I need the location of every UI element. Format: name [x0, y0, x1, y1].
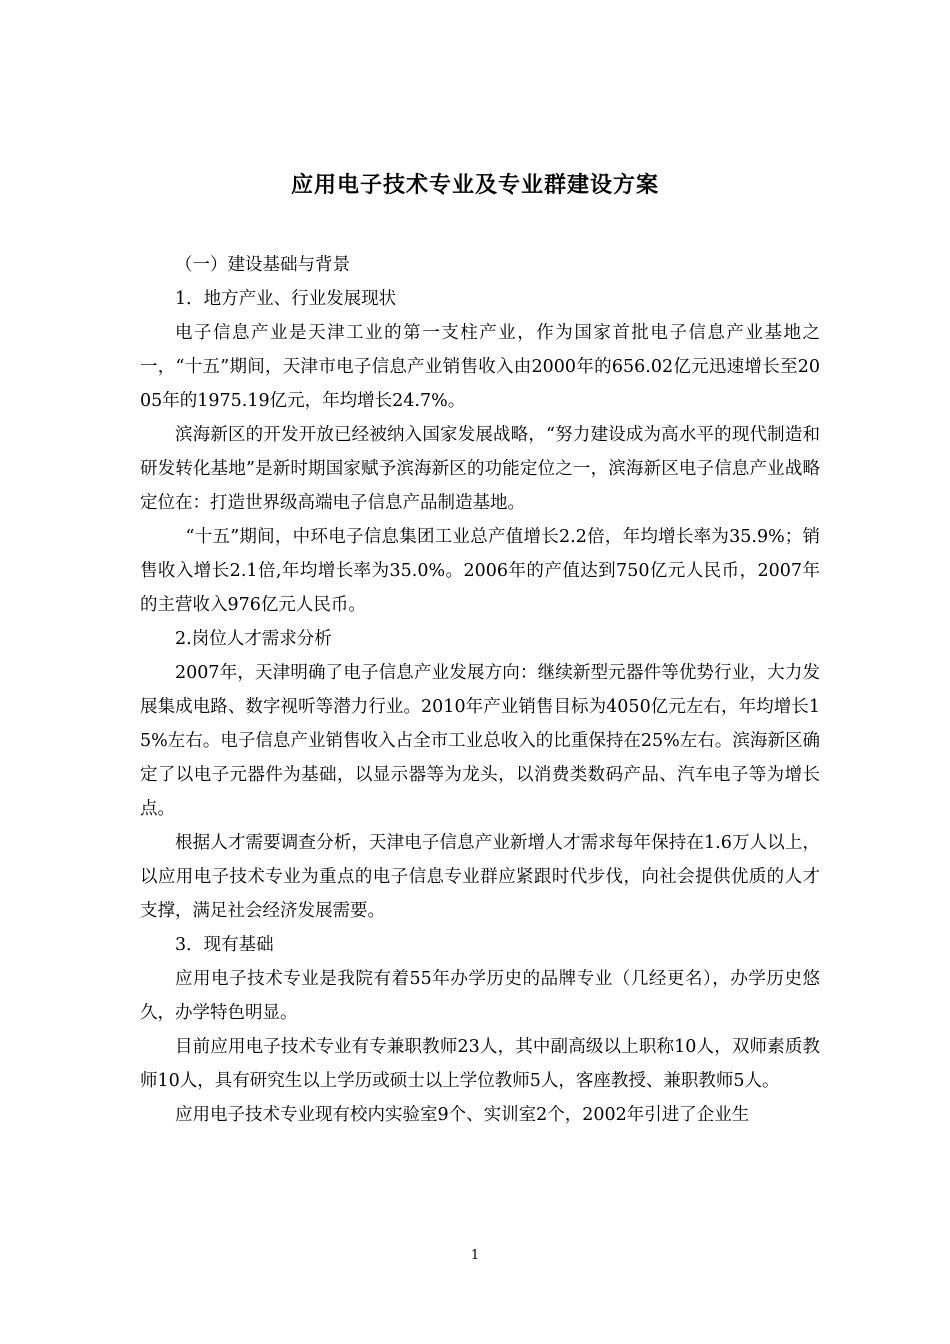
page-number: 1 — [470, 1248, 480, 1263]
body-paragraph: 滨海新区的开发开放已经被纳入国家发展战略，“努力建设成为高水平的现代制造和研发转化基地”是新时期国家赋予滨海新区的功能定位之一，滨海新区电子信息产业战略定位在：打造世界级高端电子信息产品制造基地。 — [140, 425, 820, 513]
section-heading: （一）建设基础与背景 — [175, 255, 350, 275]
body-paragraph: 电子信息产业是天津工业的第一支柱产业，作为国家首批电子信息产业基地之一，“十五”期间，天津市电子信息产业销售收入由2000年的656.02亿元迅速增长至2005年的1975.19亿元，年均增长24.7%。 — [140, 323, 820, 411]
body-paragraph: 应用电子技术专业是我院有着55年办学历史的品牌专业（几经更名），办学历史悠久，办学特色明显。 — [140, 969, 820, 1023]
document-title: 应用电子技术专业及专业群建设方案 — [290, 172, 659, 198]
subsection-heading: 2.岗位人才需求分析 — [175, 629, 332, 649]
subsection-heading: 3．现有基础 — [175, 935, 274, 955]
body-paragraph: 目前应用电子技术专业有专兼职教师23人，其中副高级以上职称10人，双师素质教师10人，具有研究生以上学历或硕士以上学位教师5人，客座教授、兼职教师5人。 — [140, 1037, 820, 1091]
body-paragraph: 2007年，天津明确了电子信息产业发展方向：继续新型元器件等优势行业，大力发展集成电路、数字视听等潜力行业。2010年产业销售目标为4050亿元左右，年均增长15%左右。电子信息产业销售收入占全市工业总收入的比重保持在25%左右。滨海新区确定了以电子元器件为基础，以显示器等为龙头，以消费类数码产品、汽车电子等为增长点。 — [140, 663, 820, 819]
body-paragraph: “十五”期间，中环电子信息集团工业总产值增长2.2倍，年均增长率为35.9%；销售收入增长2.1倍,年均增长率为35.0%。2006年的产值达到750亿元人民币，2007年的主营收入976亿元人民币。 — [140, 527, 820, 615]
document-body — [140, 248, 820, 1132]
body-paragraph: 根据人才需要调查分析，天津电子信息产业新增人才需求每年保持在1.6万人以上，以应用电子技术专业为重点的电子信息专业群应紧跟时代步伐，向社会提供优质的人才支撑，满足社会经济发展需要。 — [140, 833, 820, 921]
subsection-heading: 1．地方产业、行业发展现状 — [175, 289, 397, 309]
body-paragraph: 应用电子技术专业现有校内实验室9个、实训室2个，2002年引进了企业生 — [175, 1105, 750, 1125]
